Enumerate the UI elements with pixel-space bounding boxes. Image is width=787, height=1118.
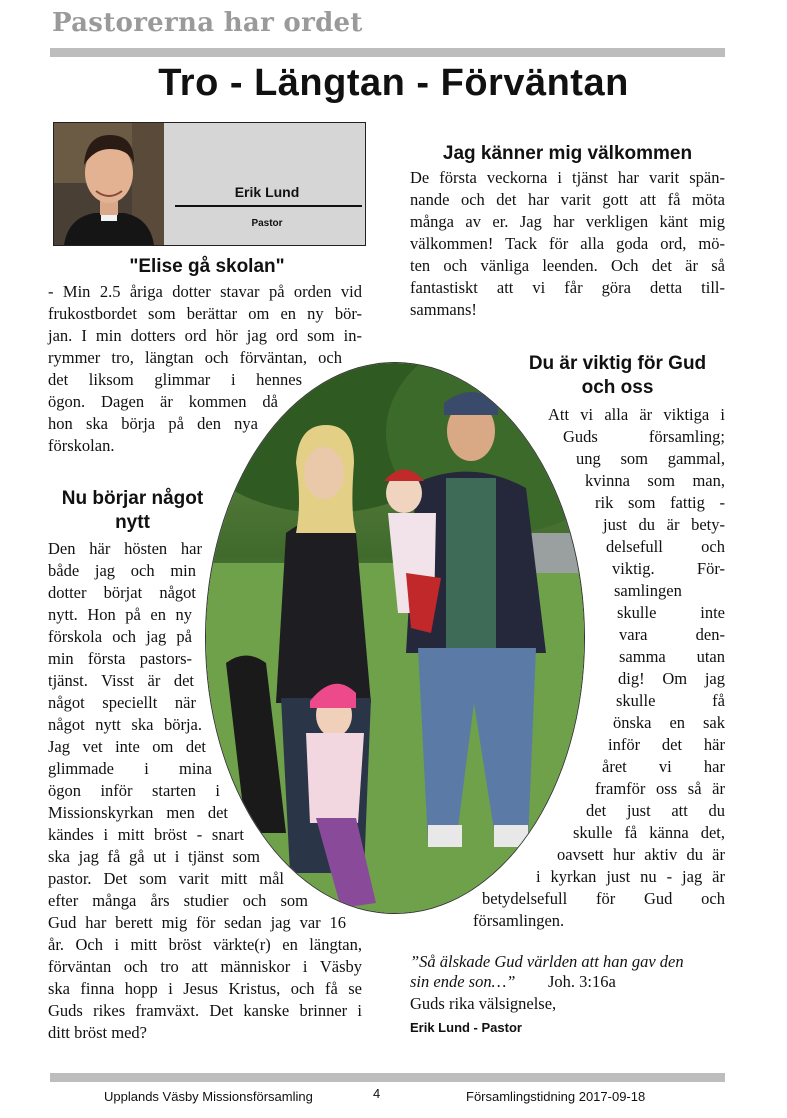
text-line: skulle få (616, 691, 725, 710)
text-line: Gud har berett mig för sedan jag var 16 (48, 913, 346, 932)
text-line: dotter börjat något (48, 583, 196, 602)
text-line: förskolan. (48, 436, 115, 455)
text-line: viktig. För- (612, 559, 725, 578)
text-line: nytt. Hon på en ny (48, 605, 192, 624)
page-title: Tro - Längtan - Förväntan (158, 62, 629, 104)
heading-line: och oss (581, 377, 654, 398)
text-line: betydelsefull för Gud och (482, 889, 725, 908)
text-line: nande och det har varit gott att få möta (410, 190, 725, 209)
valkommen-heading: Jag känner mig välkommen (442, 143, 693, 164)
text-line: frukostbordet som berättar om en ny bör- (48, 304, 362, 323)
bible-reference: Joh. 3:16a (548, 972, 616, 991)
text-line: skulle inte (617, 603, 725, 622)
text-line: oavsett hur aktiv du är (557, 845, 725, 864)
text-line: kändes i mitt bröst - snart (48, 825, 244, 844)
text-line: Den här hösten har (48, 539, 202, 558)
text-line: ung som gammal, (576, 449, 725, 468)
text-line: ditt bröst med? (48, 1023, 147, 1042)
text-line: i kyrkan just nu - jag är (536, 867, 725, 886)
text-line: kvinna som man, (585, 471, 725, 490)
elise-heading: "Elise gå skolan" (129, 256, 285, 277)
bible-quote-line2: sin ende son…” (410, 972, 516, 991)
text-line: förskola och jag på (48, 627, 192, 646)
text-line: ska finna hopp i Jesus Kristus, och få se (48, 979, 362, 998)
text-line: Missionskyrkan men det (48, 803, 228, 822)
text-line: just du är bety- (603, 515, 725, 534)
heading-line: Du är viktig för Gud (528, 353, 707, 374)
text-line: Guds församling; (563, 427, 725, 446)
text-line: dig! Om jag (618, 669, 725, 688)
text-line: många av er. Jag har verkligen känt mig (410, 212, 725, 231)
text-line: både jag och min (48, 561, 196, 580)
text-line: efter många års studier och som (48, 891, 308, 910)
text-line: rik som fattig - (595, 493, 725, 512)
text-line: ögon. Dagen är kommen då (48, 392, 278, 411)
text-line: Guds rikes framväxt. Det kanske brinner i (48, 1001, 362, 1020)
text-line: vara den- (619, 625, 725, 644)
bottom-rule (50, 1073, 725, 1082)
text-line: samma utan (619, 647, 725, 666)
text-line: skulle få känna det, (573, 823, 725, 842)
page-number: 4 (373, 1086, 381, 1101)
bible-quote-line1: ”Så älskade Gud världen att han gav den (410, 952, 684, 971)
top-rule (50, 48, 725, 57)
nytt-heading (40, 487, 225, 535)
text-line: önska en sak (613, 713, 725, 732)
text-line: år. Och i mitt bröst värkte(r) en längtan, (48, 935, 362, 954)
text-line: jan. I min dotters ord hör jag ord som in- (48, 326, 362, 345)
text-line: inför det här (608, 735, 725, 754)
profile-divider (175, 205, 362, 207)
text-line: glimmade i mina (48, 759, 212, 778)
heading-line: Nu börjar något (61, 488, 204, 509)
signature: Erik Lund - Pastor (410, 1020, 522, 1035)
pastor-portrait (54, 123, 164, 245)
text-line: sammans! (410, 300, 477, 319)
text-line: - Min 2.5 åriga dotter stavar på orden vid (48, 282, 362, 301)
text-line: ska jag få gå ut i tjänst som (48, 847, 260, 866)
text-line: Att vi alla är viktiga i (548, 405, 725, 424)
text-line: året vi har (602, 757, 725, 776)
viktig-heading (490, 352, 745, 400)
profile-name: Erik Lund (234, 184, 300, 200)
text-line: pastor. Det som varit mitt mål (48, 869, 284, 888)
text-line: De första veckorna i tjänst har varit spän- (410, 168, 725, 187)
text-line: något nytt ska börja. (48, 715, 202, 734)
text-line: församlingen. (473, 911, 565, 930)
footer-organisation: Upplands Väsby Missionsförsamling (104, 1089, 313, 1104)
heading-line: nytt (115, 512, 150, 533)
text-line: något speciellt när (48, 693, 196, 712)
blessing: Guds rika välsignelse, (410, 994, 557, 1013)
text-line: fantastiskt att vi får göra detta till- (410, 278, 725, 297)
text-line: hon ska börja på den nya (48, 414, 258, 433)
text-line: det just att du (586, 801, 725, 820)
text-line: det liksom glimmar i hennes (48, 370, 302, 389)
text-line: välkommen! Tack för alla goda ord, mö- (410, 234, 725, 253)
text-line: min första pastors- (48, 649, 192, 668)
family-photo (205, 362, 585, 914)
text-line: ögon inför starten i (48, 781, 220, 800)
text-line: samlingen (614, 581, 682, 600)
text-line: Jag vet inte om det (48, 737, 206, 756)
section-header: Pastorerna har ordet (52, 8, 363, 38)
profile-role: Pastor (251, 218, 283, 229)
footer-issue: Församlingstidning 2017-09-18 (466, 1089, 646, 1104)
text-line: rymmer tro, längtan och förväntan, och (48, 348, 342, 367)
text-line: tjänst. Visst är det (48, 671, 194, 690)
text-line: delsefull och (606, 537, 725, 556)
text-line: ten och vänliga leenden. Och det är så (410, 256, 725, 275)
text-line: förväntan och tro att människor i Väsby (48, 957, 362, 976)
text-line: framför oss så är (595, 779, 725, 798)
valkommen-text (410, 167, 725, 321)
